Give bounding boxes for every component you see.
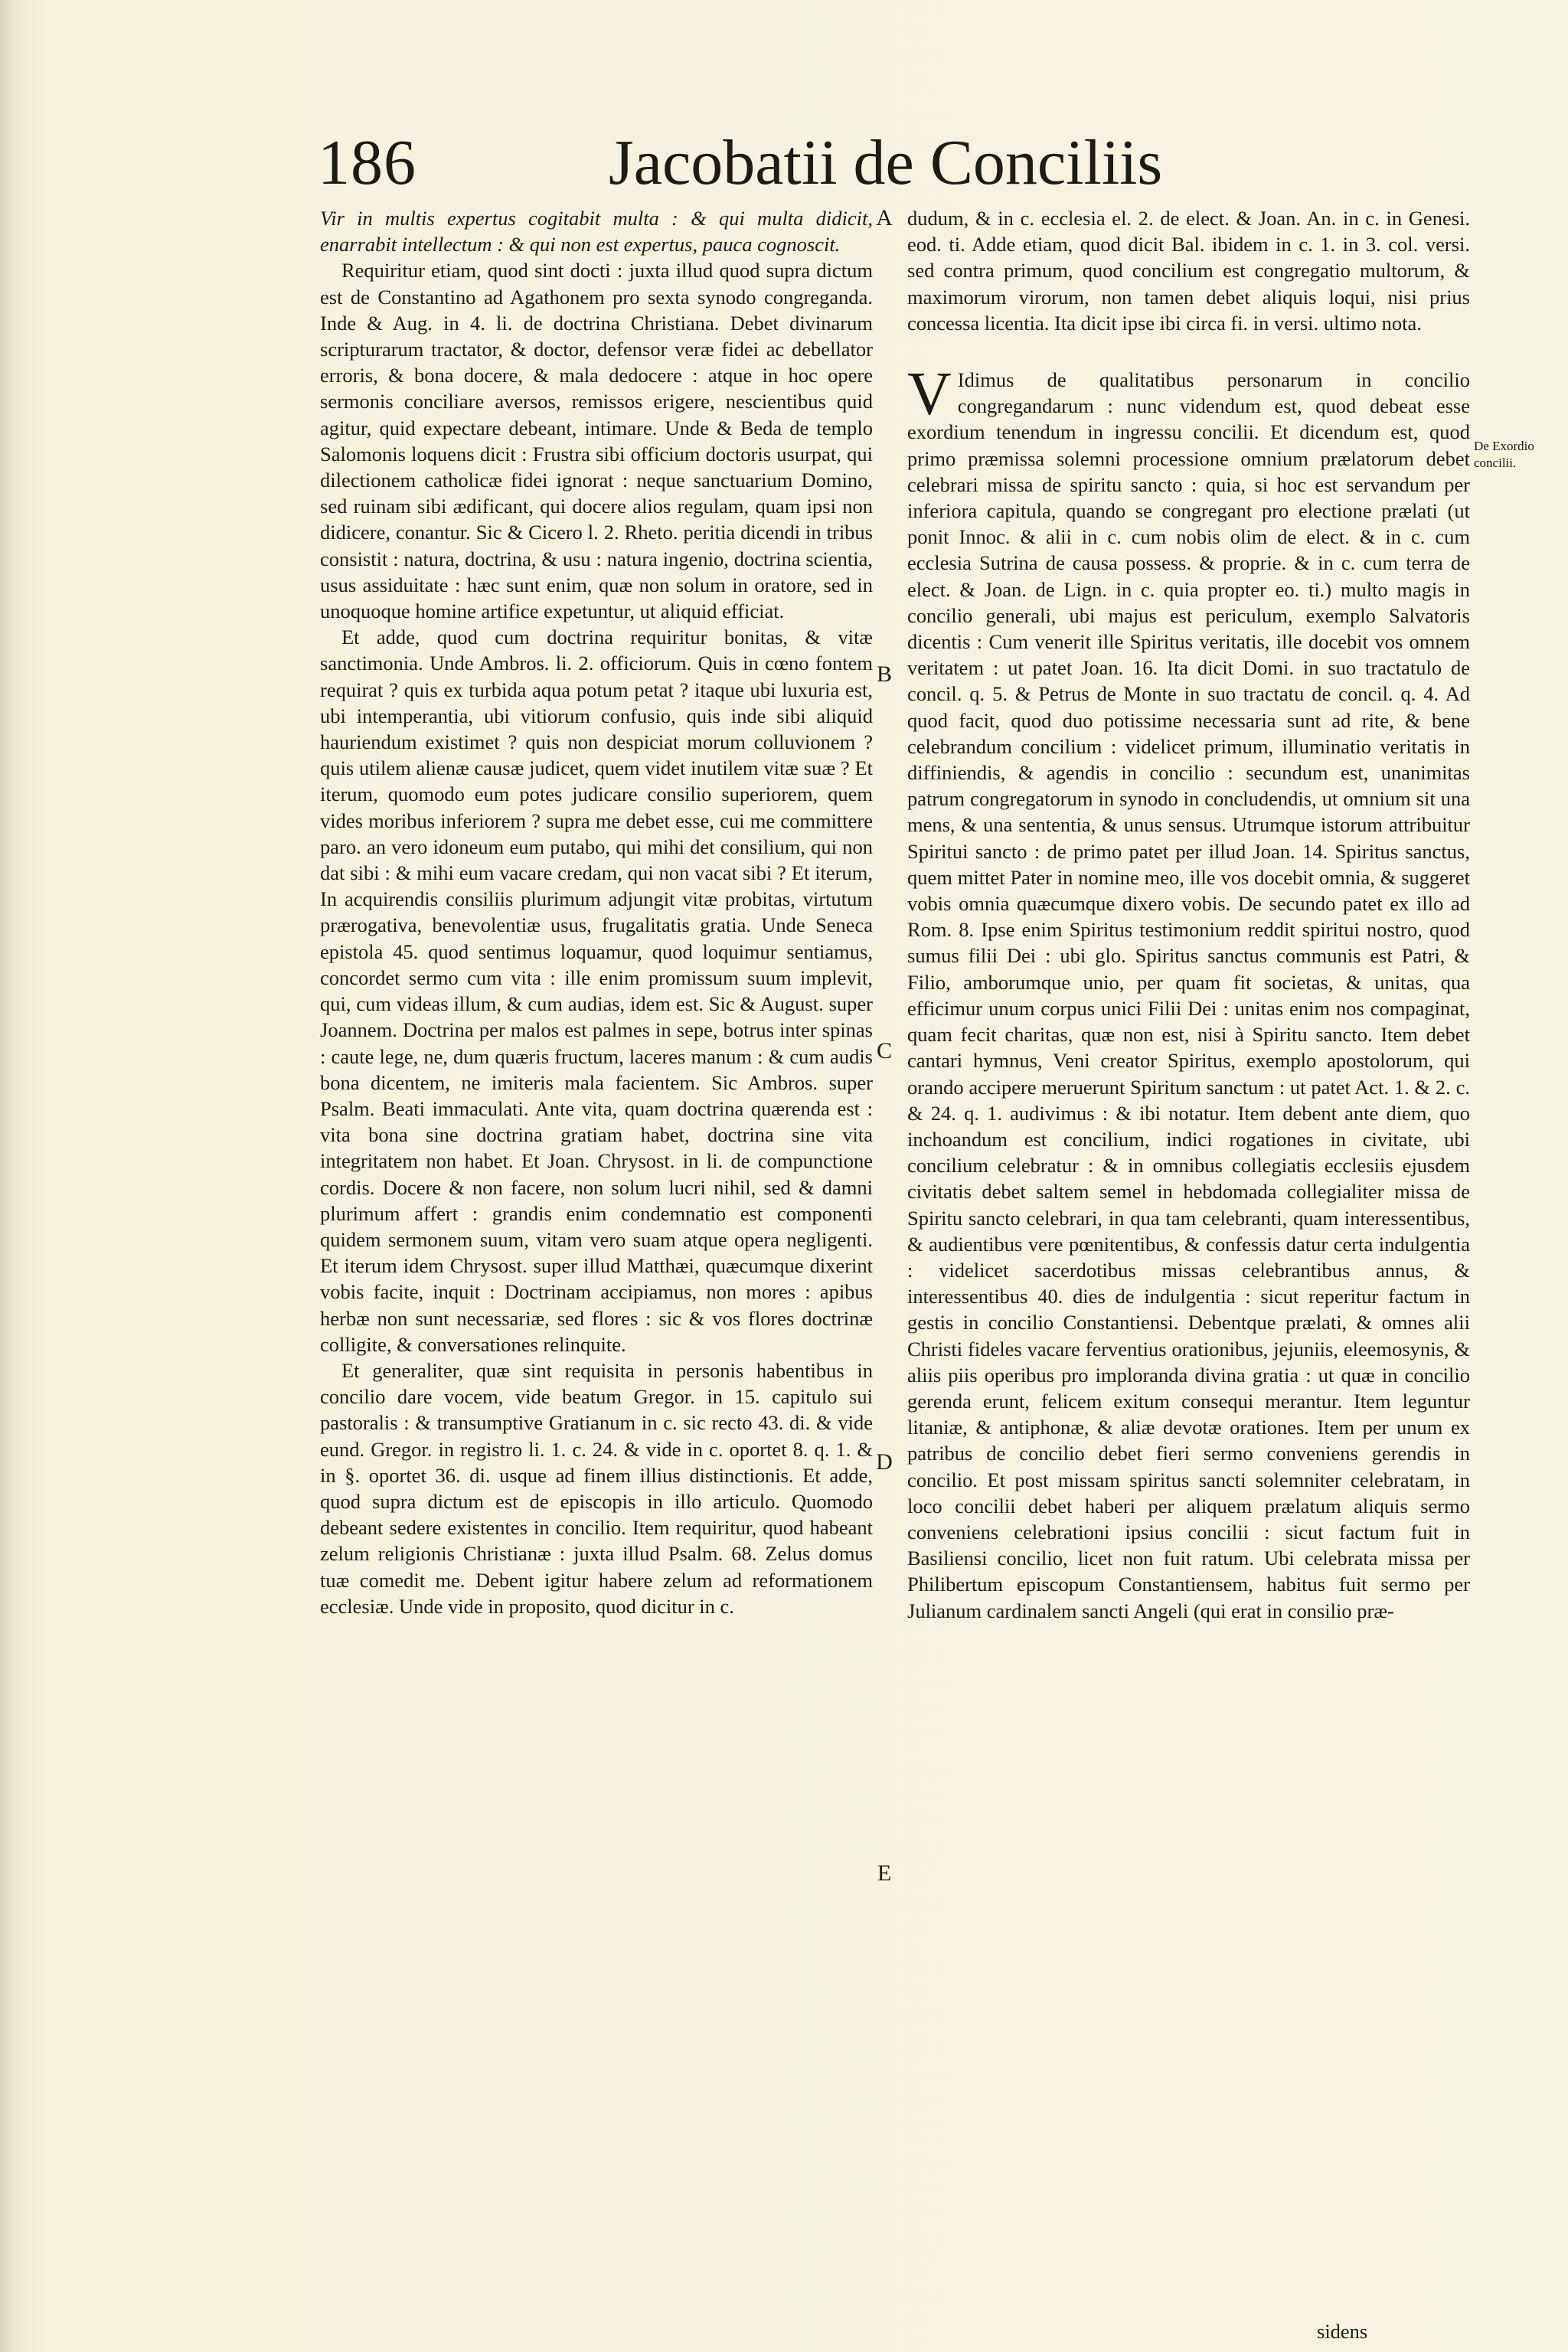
drop-cap: V bbox=[907, 361, 952, 429]
section-letter-c: C bbox=[876, 1038, 892, 1063]
right-section-exordium bbox=[907, 361, 1470, 1624]
right-column bbox=[907, 205, 1470, 1624]
section-letter-d: D bbox=[876, 1449, 893, 1475]
page-header bbox=[318, 121, 1466, 205]
margin-note-line1: De Exordio bbox=[1474, 439, 1534, 453]
left-column bbox=[320, 205, 873, 1619]
running-title: Jacobatii de Conciliis bbox=[609, 127, 1163, 198]
section-letter-e: E bbox=[877, 1860, 892, 1886]
margin-note bbox=[1474, 438, 1550, 472]
catchword: sidens bbox=[1317, 2320, 1368, 2343]
section-letter-a: A bbox=[876, 205, 893, 230]
section-letter-b: B bbox=[876, 662, 892, 687]
left-paragraph-2: Et adde, quod cum doctrina requiritur bonitas, & vitæ sanctimonia. Unde Ambros. li. 2. officiorum. Quis in cœno fontem requirat ? quis ex turbida aqua potum petat ? itaque ubi luxuria est, ubi intemperantia, ubi vitiorum confusio, quis inde sibi aliquid hauriendum existimet ? quis non despiciat morum colluvionem ? quis utilem alienæ causæ judicet, quem videt inutilem vitæ suæ ? Et iterum, quomodo eum potes judicare consilio superiorem, quem vides moribus inferiorem ? supra me debet esse, cui me committere paro. an vero idoneum eum putabo, qui mihi det consilium, qui non dat sibi : & mihi eum vacare credam, qui non vacat sibi ? Et iterum, In acquirendis consiliis plurimum adjungit vitæ probitas, virtutum prærogativa, benevolentiæ usus, frugalitatis gratia. Unde Seneca epistola 45. quod sentimus loquamur, quod loquimur sentiamus, concordet sermo cum vita : ille enim promissum suum implevit, qui, cum videas illum, & cum audias, idem est. Sic & August. super Joannem. Doctrina per malos est palmes in sepe, botrus inter spinas : caute lege, ne, dum quæris fructum, laceres manum : & cum audis bona dicentem, ne imiteris mala facientem. Sic Ambros. super Psalm. Beati immaculati. Ante vita, quam doctrina quærenda est : vita bona sine doctrina gratiam habet, doctrina sine vita integritatem non habet. Et Joan. Chrysost. in li. de compunctione cordis. Docere & non facere, non solum lucri nihil, sed & damni plurimum affert : grandis enim condemnatio est componenti quidem sermonem suum, vitam vero suam atque opera negligenti. Et iterum idem Chrysost. super illud Matthæi, quæcumque dixerint vobis facite, inquit : Doctrinam accipiamus, non mores : apibus herbæ non sunt necessariæ, sed flores : sic & vos flores doctrinæ colligite, & conversationes relinquite. bbox=[320, 626, 873, 1356]
page-number: 186 bbox=[318, 127, 416, 198]
right-section-body: Idimus de qualitatibus personarum in concilio congregandarum : nunc videndum est, quod debeat esse exordium tenendum in ingressu concilii. Et dicendum est, quod primo præmissa solemni processione omnium prælatorum debet celebrari missa de spiritu sancto : quia, si hoc est servandum per inferiora capitula, quando se congregant pro electione prælati (ut ponit Innoc. & alii in c. cum nobis olim de elect. & in c. cum ecclesia Sutrina de causa possess. & proprie. & in c. cum terra de elect. & Joan. de Lign. in c. quia propter eo. ti.) multo magis in concilio generali, ubi majus est periculum, exemplo Salvatoris dicentis : Cum venerit ille Spiritus veritatis, ille docebit vos omnem veritatem : ut patet Joan. 16. Ita dicit Domi. in suo tractatulo de concil. q. 5. & Petrus de Monte in suo tractatu de concil. q. 4. Ad quod facit, quod duo potissime necessaria sunt ad rite, & bene celebrandum concilium : videlicet primum, illuminatio veritatis in diffiniendis, & agendis in concilio : secundum est, unanimitas patrum congregatorum in synodo in concludendis, ut omnium sit una mens, & una sententia, & unus sensus. Utrumque istorum attribuitur Spiritui sancto : de primo patet per illud Joan. 14. Spiritus sanctus, quem mittet Pater in nomine meo, ille vos docebit omnia, & suggeret vobis omnia quæcumque dixero vobis. De secundo patet ex illo ad Rom. 8. Ipse enim Spiritus testimonium reddit spiritui nostro, quod sumus filii Dei : ubi glo. Spiritus sanctus communis est Patri, & Filio, amborumque unio, per quam fit societas, & unitas, qua efficimur unum corpus unici Filii Dei : unitas enim nos compaginat, quam fecit charitas, quæ non est, nisi à Spiritu sancto. Item debet cantari hymnus, Veni creator Spiritus, exemplo apostolorum, qui orando accipere meruerunt Spiritum sanctum : ut patet Act. 1. & 2. c. & 24. q. 1. audivimus : & ibi notatur. Item debent ante diem, quo inchoandum est concilium, indici rogationes in civitate, ubi concilium celebratur : & in omnibus collegiatis ecclesiis ejusdem civitatis debet saltem semel in hebdomada collegialiter missa de Spiritu sancto celebrari, in qua tam celebranti, quam interessentibus, & audientibus vere pœnitentibus, & confessis datur certa indulgentia : videlicet sacerdotibus missas celebrantibus annus, & interessentibus 40. dies de indulgentia : sicut reperitur factum in gestis in concilio Constantiensi. Debentque prælati, & omnes alii Christi fideles vacare ferventius orationibus, jejuniis, eleemosynis, & aliis piis operibus pro imploranda divina gratia : ut quæ in concilio gerenda erunt, felicem exitum consequi merantur. Item leguntur litaniæ, & antiphonæ, & aliæ devotæ orationes. Item per unum ex patribus de concilio debet fieri sermo conveniens gerendis in concilio. Et post missam spiritus sancti solemniter celebratam, in loco concilii debet haberi per aliquem prælatum aliquis sermo conveniens celebrationi ipsius concilii : sicut factum fuit in Basiliensi concilio, licet non fuit ratum. Ubi celebrata missa per Philibertum episcopum Constantiensem, habitus fuit sermo per Julianum cardinalem sancti Angeli (qui erat in consilio præ- bbox=[907, 368, 1470, 1622]
margin-note-line2: concilii. bbox=[1474, 456, 1517, 470]
right-paragraph-continuation: dudum, & in c. ecclesia el. 2. de elect. & Joan. An. in c. in Genesi. eod. ti. Adde etiam, quod dicit Bal. ibidem in c. 1. in 3. col. versi. sed contra primum, quod concilium est congregatio multorum, & maximorum virorum, non tamen debet aliquis loqui, nisi prius concessa licentia. Ita dicit ipse ibi circa fi. in versi. ultimo nota. bbox=[907, 207, 1470, 335]
left-paragraph-quote: Vir in multis expertus cogitabit multa : & qui multa didicit, enarrabit intellectum : & qui non est expertus, pauca cognoscit. bbox=[320, 207, 873, 256]
left-paragraph-1: Requiritur etiam, quod sint docti : juxta illud quod supra dictum est de Constantino ad Agathonem pro sexta synodo congreganda. Inde & Aug. in 4. li. de doctrina Christiana. Debet divinarum scripturarum tractator, & doctor, defensor veræ fidei ac debellator erroris, & bona docere, & mala dedocere : atque in hoc opere sermonis conciliare aversos, remissos erigere, nescientibus quid agitur, quid expectare debeant, intimare. Unde & Beda de templo Salomonis loquens dicit : Frustra sibi officium doctoris usurpat, qui dilectionem catholicæ fidei ignorat : neque sanctuarium Domino, sed ruinam sibi ædificant, qui docere alios regulam, quam ipsi non didicere, conantur. Sic & Cicero l. 2. Rheto. peritia dicendi in tribus consistit : natura, doctrina, & usu : natura ingenio, doctrina scientia, usus assiduitate : hæc sunt enim, quæ non solum in oratore, sed in unoquoque homine artifice expetuntur, ut aliquid efficiat. bbox=[320, 259, 873, 623]
left-paragraph-3: Et generaliter, quæ sint requisita in personis habentibus in concilio dare vocem, vide beatum Gregor. in 15. capitulo sui pastoralis : & transumptive Gratianum in c. sic recto 43. di. & vide eund. Gregor. in registro li. 1. c. 24. & vide in c. oportet 8. q. 1. & in §. oportet 36. di. usque ad finem illius distinctionis. Et adde, quod supra dictum est de episcopis in illo articulo. Quomodo debeant sedere existentes in concilio. Item requiritur, quod habeant zelum religionis Christianæ : juxta illud Psalm. 68. Zelus domus tuæ comedit me. Debent igitur habere zelum ad reformationem ecclesiæ. Unde vide in proposito, quod dicitur in c. bbox=[320, 1358, 873, 1618]
